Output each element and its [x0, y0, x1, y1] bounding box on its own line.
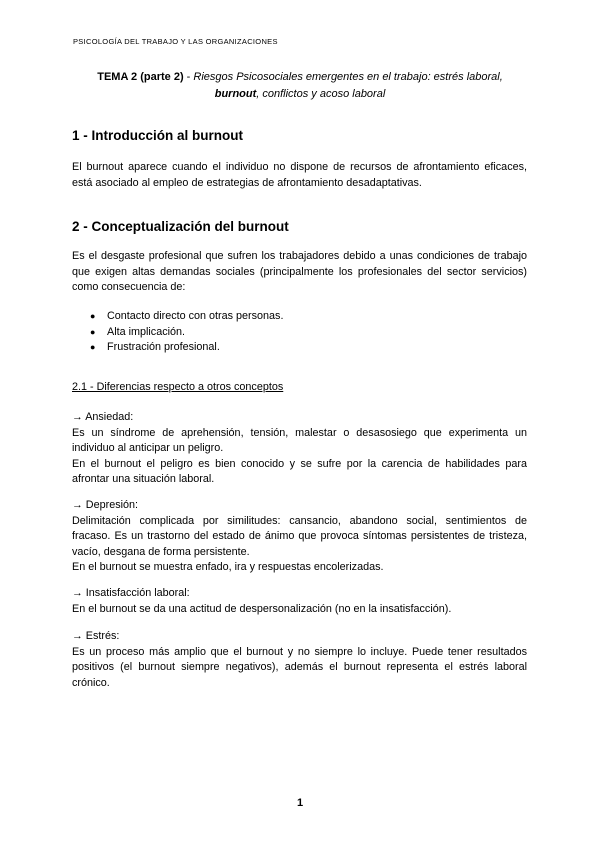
title-separator: - — [183, 71, 194, 83]
concept-label: → Estrés: — [72, 630, 120, 642]
list-item-text: Contacto directo con otras personas. — [107, 310, 284, 322]
title-subject-end: , conflictos y acoso laboral — [256, 88, 386, 100]
concept-label: → Insatisfacción laboral: — [72, 587, 190, 599]
running-header: PSICOLOGÍA DEL TRABAJO Y LAS ORGANIZACIONES — [73, 37, 278, 46]
text-line: crónico. — [72, 676, 110, 689]
text-line: está asociado al empleo de estrategias de afrontamiento desadaptativas. — [72, 176, 422, 189]
insatisfaccion-block — [72, 586, 527, 617]
subsection-heading: 2.1 - Diferencias respecto a otros conceptos — [72, 381, 284, 393]
text-line: afrontar una situación laboral. — [72, 473, 215, 485]
bullet-icon: ● — [90, 326, 96, 337]
title-line-2 — [70, 86, 530, 103]
text-line: que exigen altas demandas sociales (principalmente los profesionales del sector servicios) — [72, 265, 527, 278]
concept-label: → Ansiedad: — [72, 411, 134, 423]
document-title — [70, 69, 530, 103]
page-number: 1 — [296, 797, 304, 809]
text-line: El burnout aparece cuando el individuo no dispone de recursos de afrontamiento eficaces, — [72, 161, 527, 173]
list-item-text: Alta implicación. — [107, 325, 186, 338]
estres-block — [72, 629, 527, 691]
text-line: positivos (el burnout siempre negativos), además el burnout representa el estrés laboral — [72, 661, 527, 673]
text-line: fracaso. Es un trastorno del estado de ánimo que provoca síntomas persistentes de tristeza, — [72, 530, 527, 542]
list-item — [72, 309, 283, 325]
text-line: Es el desgaste profesional que sufren los trabajadores debido a unas condiciones de trabajo — [72, 250, 527, 262]
text-line: individuo al anticipar un peligro. — [72, 442, 224, 454]
text-line: como consecuencia de: — [72, 281, 186, 293]
title-line-1 — [70, 69, 530, 86]
title-burnout: burnout — [214, 88, 257, 100]
section-1-paragraph — [72, 160, 527, 191]
bullet-list — [72, 309, 283, 356]
bullet-icon: ● — [90, 311, 96, 321]
list-item-text: Frustración profesional. — [107, 341, 220, 353]
bullet-icon: ● — [90, 342, 96, 352]
text-line: Delimitación complicada por similitudes: cansancio, abandono social, sentimientos de — [72, 514, 527, 527]
text-line: En el burnout se muestra enfado, ira y respuestas encolerizadas. — [72, 561, 384, 573]
concept-label: → Depresión: — [72, 499, 139, 511]
text-line: En el burnout el peligro es bien conocido y se sufre por la carencia de habilidades para — [72, 457, 527, 470]
ansiedad-block — [72, 410, 527, 488]
list-item — [72, 325, 283, 341]
title-tag: TEMA 2 (parte 2) — [97, 71, 184, 83]
section-2-heading: 2 - Conceptualización del burnout — [72, 219, 289, 234]
text-line: vacío, desgana de forma persistente. — [72, 545, 250, 558]
text-line: Es un proceso más amplio que el burnout y no siempre lo incluye. Puede tener resultados — [72, 645, 527, 658]
text-line: En el burnout se da una actitud de despersonalización (no en la insatisfacción). — [72, 602, 452, 615]
text-line: Es un síndrome de aprehensión, tensión, malestar o desasosiego que experimenta un — [72, 426, 527, 439]
section-1-heading: 1 - Introducción al burnout — [72, 128, 243, 143]
title-subject: Riesgos Psicosociales emergentes en el trabajo: estrés laboral, — [193, 71, 503, 83]
list-item — [72, 340, 283, 356]
section-2-paragraph — [72, 249, 527, 296]
depresion-block — [72, 498, 527, 576]
